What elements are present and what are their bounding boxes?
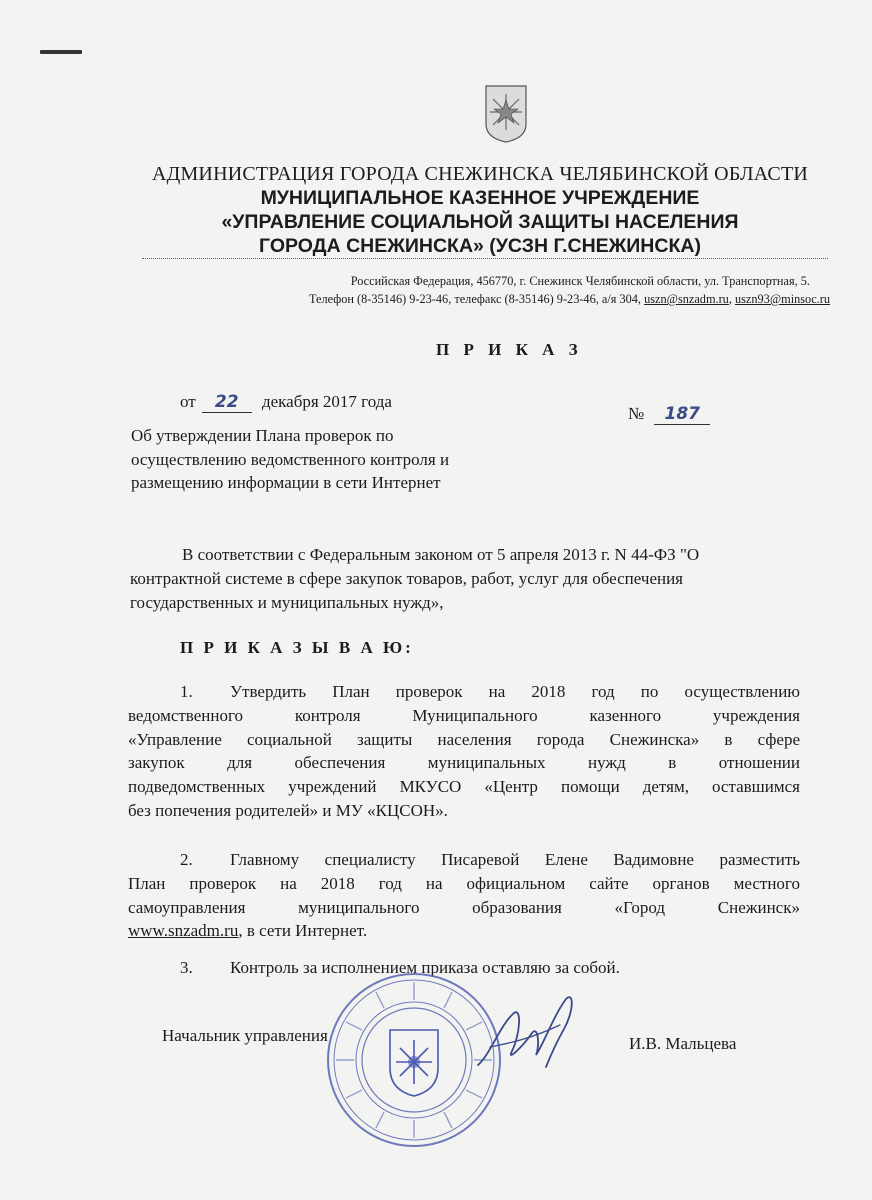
preamble-line: государственных и муниципальных нужд», — [130, 593, 444, 612]
document-title: П Р И К А З — [436, 340, 583, 359]
email-link-1[interactable]: uszn@snzadm.ru — [644, 292, 729, 306]
number-handwritten: 187 — [654, 404, 710, 425]
contacts-line — [130, 291, 830, 307]
number-label: № — [628, 404, 645, 423]
email-separator: , — [728, 292, 735, 306]
preamble-line: контрактной системе в сфере закупок товаров, работ, услуг для обеспечения — [130, 569, 683, 588]
order-number — [628, 404, 710, 425]
signatory-name: И.В. Мальцева — [629, 1034, 737, 1053]
order-date — [180, 392, 392, 413]
email-link-2[interactable]: uszn93@minsoc.ru — [734, 292, 830, 306]
header-institution: МУНИЦИПАЛЬНОЕ КАЗЕННОЕ УЧРЕЖДЕНИЕ — [260, 187, 700, 209]
item-number: 3. — [180, 958, 193, 977]
item-line: ведомственного контроля Муниципального казенного учреждения — [128, 705, 800, 725]
city-emblem-icon — [484, 84, 528, 144]
item-line: «Управление социальной защиты населения города Снежинска» в сфере — [128, 729, 800, 749]
order-item-1 — [128, 680, 800, 823]
date-prefix: от — [180, 392, 196, 411]
order-subject: Об утверждении Плана проверок по осуществлению ведомственного контроля и размещению информации в сети Интернет — [131, 426, 450, 492]
handwritten-signature-icon — [470, 985, 580, 1085]
item-line: закупок для обеспечения муниципальных нужд в отношении — [128, 753, 800, 773]
header-city: ГОРОДА СНЕЖИНСКА» (УСЗН Г.СНЕЖИНСКА) — [259, 235, 701, 257]
contacts-phone: Телефон (8-35146) 9-23-46, телефакс (8-35146) 9-23-46, а/я 304, — [309, 292, 645, 306]
item-line: подведомственных учреждений МКУСО «Центр помощи детям, оставшимся — [128, 777, 800, 797]
address-line: Российская Федерация, 456770, г. Снежинск Челябинской области, ул. Транспортная, 5. — [350, 274, 810, 288]
date-month-year: декабря 2017 года — [261, 392, 392, 411]
item-number: 1. — [180, 682, 193, 701]
item-line: 3. Контроль за исполнением приказа оставляю за собой. — [128, 956, 800, 980]
item-line: 2. Главному специалисту Писаревой Елене Вадимовне разместить — [128, 848, 800, 872]
item-number: 2. — [180, 850, 193, 869]
header-divider — [142, 258, 828, 259]
item-line: 1. Утвердить План проверок на 2018 год по осуществлению — [128, 680, 800, 704]
signatory-position: Начальник управления — [162, 1026, 328, 1045]
item-line: самоуправления муниципального образования «Город Снежинск» — [128, 897, 800, 917]
date-day-handwritten: 22 — [202, 392, 252, 413]
item-line: без попечения родителей» и МУ «КЦСОН». — [128, 800, 448, 820]
scan-mark — [40, 50, 82, 54]
item-line: www.snzadm.ru, в сети Интернет. — [128, 921, 368, 941]
item-line: План проверок на 2018 год на официальном сайте органов местного — [128, 873, 800, 893]
order-item-2 — [128, 848, 800, 943]
preamble-line: В соответствии с Федеральным законом от 5 апреля 2013 г. N 44-ФЗ "О — [182, 545, 700, 564]
header-department: «УПРАВЛЕНИЕ СОЦИАЛЬНОЙ ЗАЩИТЫ НАСЕЛЕНИЯ — [221, 211, 739, 233]
website-link[interactable]: www.snzadm.ru — [128, 921, 239, 941]
order-word: П Р И К А З Ы В А Ю: — [180, 638, 414, 657]
preamble — [130, 543, 798, 615]
header-administration: АДМИНИСТРАЦИЯ ГОРОДА СНЕЖИНСКА ЧЕЛЯБИНСКОЙ ОБЛАСТИ — [151, 163, 809, 185]
